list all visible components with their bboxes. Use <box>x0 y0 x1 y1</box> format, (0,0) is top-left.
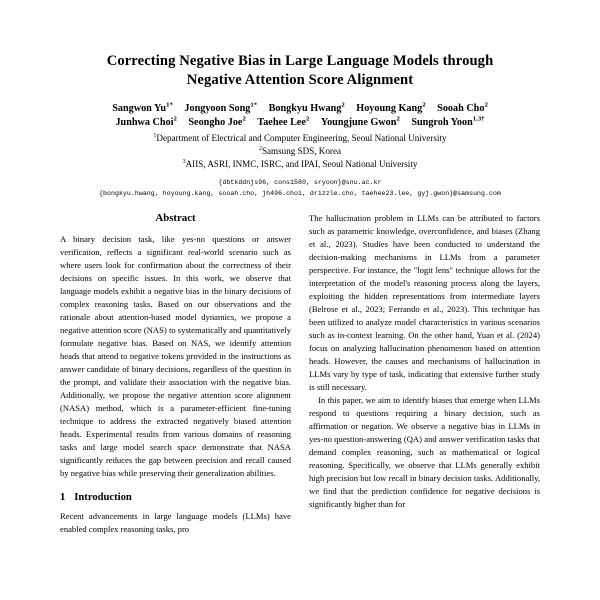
author-entry <box>188 117 245 128</box>
section-number: 1 <box>60 492 66 504</box>
email-line-snu: {dbtkddnjs96, cons1580, sryoon}@snu.ac.kr <box>218 179 382 187</box>
affiliation-text: Department of Electrical and Computer Engineering, Seoul National University <box>156 133 447 144</box>
author-affiliation-marker: 2 <box>484 101 488 109</box>
author-row-2 <box>60 116 540 130</box>
affiliation-item <box>60 145 540 158</box>
affiliation-item <box>60 132 540 145</box>
author-entry <box>437 103 488 114</box>
author-name: Sungroh Yoon <box>411 116 473 128</box>
author-name: Taehee Lee <box>257 116 306 128</box>
author-name: Jongyoon Song <box>184 102 251 114</box>
paper-title-line-2: Negative Attention Score Alignment <box>186 72 414 89</box>
right-paragraph-1: The hallucination problem in LLMs can be attributed to factors such as parametric knowledge, overconfidence, and biases (Zhang et al., 2023). Studies have been conducted to understand the decision-making mechanisms in LLMs from a parameter perspective. For instance, the "logit lens" technique allows for the interpretation of the model's reasoning process along the layers, exploiting the hidden representations from intermediate layers (Belrose et al., 2023; Ferrando et al., 2023). This technique has been utilized to analyze model characteristics in various scenarios such as in-context learning. On the other hand, Yuan et al. (2024) focus on analyzing hallucination phenomenon based on attention heads. However, the causes and mechanisms of hallucination in LLMs vary by type of task, indicating that extensive further study is still necessary. <box>309 213 540 393</box>
right-paragraph-2: In this paper, we aim to identify biases that emerge when LLMs respond to questions requiring a binary decision, such as affirmation or negation. We observe a negative bias in LLMs in yes-no question-answering (QA) and answer verification tasks that demand complex reasoning, such as mathematical or logical reasoning. Specifically, we observe that LLMs generally exhibit high precision but low recall in binary decision tasks. Additionally, we find that the prediction confidence for negative decisions is significantly higher than for <box>309 395 540 510</box>
author-entry <box>411 117 484 128</box>
author-entry <box>269 103 345 114</box>
right-column <box>309 212 540 600</box>
author-list <box>60 102 540 131</box>
affiliation-marker: 3 <box>182 158 186 165</box>
affiliation-marker: 1 <box>153 133 157 140</box>
section-title: Introduction <box>74 492 132 504</box>
affiliation-text: AIIS, ASRI, INMC, ISRC, and IPAI, Seoul National University <box>185 158 418 169</box>
author-affiliation-marker: 2 <box>341 101 345 109</box>
author-entry <box>115 117 176 128</box>
paper-title <box>60 52 540 91</box>
author-affiliation-marker: 1,3† <box>472 115 485 123</box>
email-line-samsung: {bongkyu.hwang, hoyoung.kang, sooah.cho, jh496.choi, drizzle.cho, taehee23.lee, gyj.gwon}@samsung.com <box>99 189 501 197</box>
author-name: Sooah Cho <box>437 102 485 114</box>
contact-emails <box>60 178 540 199</box>
author-affiliation-marker: 1* <box>250 101 258 109</box>
abstract-heading: Abstract <box>155 212 196 224</box>
author-entry <box>257 117 309 128</box>
affiliation-list <box>60 132 540 170</box>
author-entry <box>321 117 400 128</box>
left-column <box>60 212 291 600</box>
paper-title-line-1: Correcting Negative Bias in Large Language Models through <box>106 53 494 69</box>
author-affiliation-marker: 1* <box>166 101 173 109</box>
author-name: Junhwa Choi <box>115 116 174 128</box>
author-affiliation-marker: 2 <box>305 115 310 123</box>
author-entry <box>356 103 425 114</box>
introduction-paragraph: Recent advancements in large language models (LLMs) have enabled complex reasoning tasks, pro <box>60 511 291 535</box>
author-affiliation-marker: 2 <box>173 115 177 123</box>
author-name: Hoyoung Kang <box>356 102 423 114</box>
author-entry <box>184 103 257 114</box>
author-affiliation-marker: 2 <box>242 115 246 123</box>
author-name: Youngjune Gwon <box>320 116 397 128</box>
author-affiliation-marker: 2 <box>396 115 400 123</box>
affiliation-item <box>60 158 540 171</box>
author-name: Bongkyu Hwang <box>268 102 342 114</box>
affiliation-text: Samsung SDS, Korea <box>261 146 342 157</box>
author-name: Seongho Joe <box>188 116 243 128</box>
author-affiliation-marker: 2 <box>422 101 426 109</box>
author-entry <box>112 103 173 114</box>
introduction-heading <box>60 492 291 503</box>
author-row-1 <box>60 102 540 116</box>
affiliation-marker: 2 <box>258 145 262 152</box>
abstract-paragraph: A binary decision task, like yes-no questions or answer verification, reflects a significant real-world scenario such as where users look for confirmation about the correctness of their decisions on specific issues. In this work, we observe that language models exhibit a negative bias in the binary decisions of complex reasoning tasks. Based on our observations and the rationale about attention-based model dynamics, we propose a negative attention score (NAS) to systematically and quantitatively formulate negative bias. Based on NAS, we identify attention heads that attend to negative tokens provided in the instructions as answer candidate of binary decisions, regardless of the question in the prompt, and validate their association with the negative bias. Additionally, we propose the negative attention score alignment (NASA) method, which is a parameter-efficient fine-tuning technique to address the extracted negatively biased attention heads. Experimental results from various domains of reasoning tasks and large model search space demonstrate that NASA significantly reduces the gap between precision and recall caused by negative bias while preserving their generalization abilities. <box>60 234 291 479</box>
author-name: Sangwon Yu <box>112 102 167 114</box>
body-columns <box>60 212 540 600</box>
